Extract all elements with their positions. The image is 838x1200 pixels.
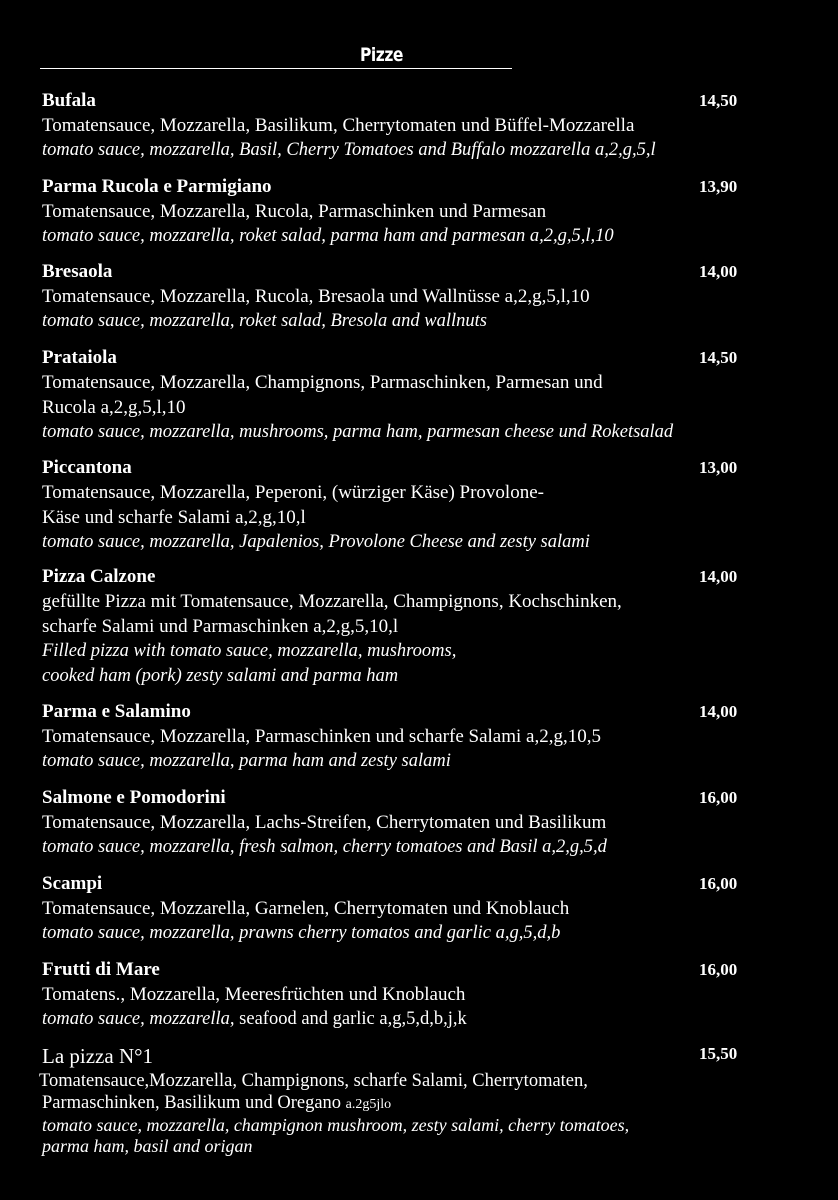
- item-description-de: gefüllte Pizza mit Tomatensauce, Mozzarella, Champignons, Kochschinken,: [42, 591, 622, 612]
- item-description-de: Käse und scharfe Salami a,2,g,10,l: [42, 507, 306, 528]
- item-description-en: tomato sauce, mozzarella, prawns cherry tomatos and garlic a,g,5,d,b: [42, 923, 561, 943]
- item-price: 14,00: [699, 262, 738, 281]
- item-description-de: Tomatensauce, Mozzarella, Champignons, Parmaschinken, Parmesan und: [42, 372, 603, 393]
- item-name: Parma e Salamino: [42, 701, 191, 722]
- item-name: Parma Rucola e Parmigiano: [42, 176, 272, 197]
- item-description-en: tomato sauce, mozzarella, Japalenios, Provolone Cheese and zesty salami: [42, 532, 590, 552]
- item-description-de: Tomatensauce, Mozzarella, Peperoni, (würziger Käse) Provolone-: [42, 482, 544, 503]
- menu-item: [42, 259, 772, 334]
- item-name: Bresaola: [42, 261, 113, 282]
- menu-item: [42, 174, 772, 249]
- item-price: 16,00: [699, 960, 738, 979]
- item-description-en: tomato sauce, mozzarella, roket salad, Bresola and wallnuts: [42, 311, 488, 331]
- item-description-de-text: Parmaschinken, Basilikum und Oregano: [42, 1093, 342, 1113]
- item-description-en: parma ham, basil and origan: [42, 1136, 253, 1156]
- item-name: Prataiola: [42, 347, 117, 368]
- item-price: 15,50: [699, 1044, 738, 1063]
- menu-item: [42, 785, 772, 860]
- menu-item: [42, 957, 772, 1032]
- menu-item: [42, 871, 772, 946]
- item-description-de: Tomatensauce, Mozzarella, Lachs-Streifen, Cherrytomaten und Basilikum: [42, 812, 607, 833]
- item-name: Piccantona: [42, 457, 132, 478]
- item-allergens: a.2g5jlo: [345, 1097, 392, 1112]
- item-price: 14,00: [699, 702, 738, 721]
- item-description-en-upright: seafood and garlic a,g,5,d,b,j,k: [234, 1009, 467, 1029]
- item-description-de: Tomatensauce,Mozzarella, Champignons, scharfe Salami, Cherrytomaten,: [39, 1071, 588, 1091]
- section-title: Pizze: [360, 44, 404, 66]
- item-description-de: Tomatensauce, Mozzarella, Rucola, Bresaola und Wallnüsse a,2,g,5,l,10: [42, 286, 590, 307]
- item-price: 14,50: [699, 348, 738, 367]
- item-description-de: Tomatensauce, Mozzarella, Garnelen, Cherrytomaten und Knoblauch: [42, 898, 570, 919]
- item-name: Pizza Calzone: [42, 566, 156, 587]
- item-price: 13,90: [699, 177, 738, 196]
- item-description-en-italic: tomato sauce, mozzarella,: [42, 1009, 235, 1029]
- item-description-en: Filled pizza with tomato sauce, mozzarella, mushrooms,: [42, 641, 457, 661]
- menu-item: [42, 455, 772, 555]
- item-price: 14,50: [699, 91, 738, 110]
- item-description-de: Rucola a,2,g,5,l,10: [42, 397, 186, 418]
- item-name: Bufala: [42, 90, 96, 111]
- item-description-en: tomato sauce, mozzarella, Basil, Cherry Tomatoes and Buffalo mozzarella a,2,g,5,l: [42, 140, 656, 160]
- item-description-en: tomato sauce, mozzarella, mushrooms, parma ham, parmesan cheese und Roketsalad: [42, 422, 674, 442]
- item-description-en: tomato sauce, mozzarella, champignon mushroom, zesty salami, cherry tomatoes,: [42, 1115, 630, 1135]
- item-description-de: [39, 1093, 769, 1115]
- item-description-en: [42, 1007, 772, 1032]
- item-name: Frutti di Mare: [42, 959, 160, 980]
- item-description-de: scharfe Salami und Parmaschinken a,2,g,5,10,l: [42, 616, 399, 637]
- item-price: 13,00: [699, 458, 738, 477]
- item-description-de: Tomatensauce, Mozzarella, Basilikum, Cherrytomaten und Büffel-Mozzarella: [42, 115, 635, 136]
- item-price: 14,00: [699, 567, 738, 586]
- menu-item: [42, 699, 772, 774]
- item-description-en: tomato sauce, mozzarella, fresh salmon, cherry tomatoes and Basil a,2,g,5,d: [42, 837, 607, 857]
- section-header: [40, 42, 512, 69]
- item-description-de: Tomatensauce, Mozzarella, Rucola, Parmaschinken und Parmesan: [42, 201, 547, 222]
- item-description-en: cooked ham (pork) zesty salami and parma ham: [42, 666, 399, 686]
- item-name: La pizza N°1: [42, 1044, 154, 1068]
- menu-item-special: [39, 1043, 769, 1157]
- item-price: 16,00: [699, 874, 738, 893]
- item-price: 16,00: [699, 788, 738, 807]
- item-name: Scampi: [42, 873, 103, 894]
- item-description-de: Tomatensauce, Mozzarella, Parmaschinken und scharfe Salami a,2,g,10,5: [42, 726, 601, 747]
- menu-item: [42, 564, 772, 689]
- item-name: Salmone e Pomodorini: [42, 787, 226, 808]
- item-description-en: tomato sauce, mozzarella, parma ham and zesty salami: [42, 751, 451, 771]
- menu-item: [42, 345, 772, 445]
- item-description-en: tomato sauce, mozzarella, roket salad, parma ham and parmesan a,2,g,5,l,10: [42, 226, 614, 246]
- item-description-de: Tomatens., Mozzarella, Meeresfrüchten und Knoblauch: [42, 984, 466, 1005]
- menu-item: [42, 88, 772, 163]
